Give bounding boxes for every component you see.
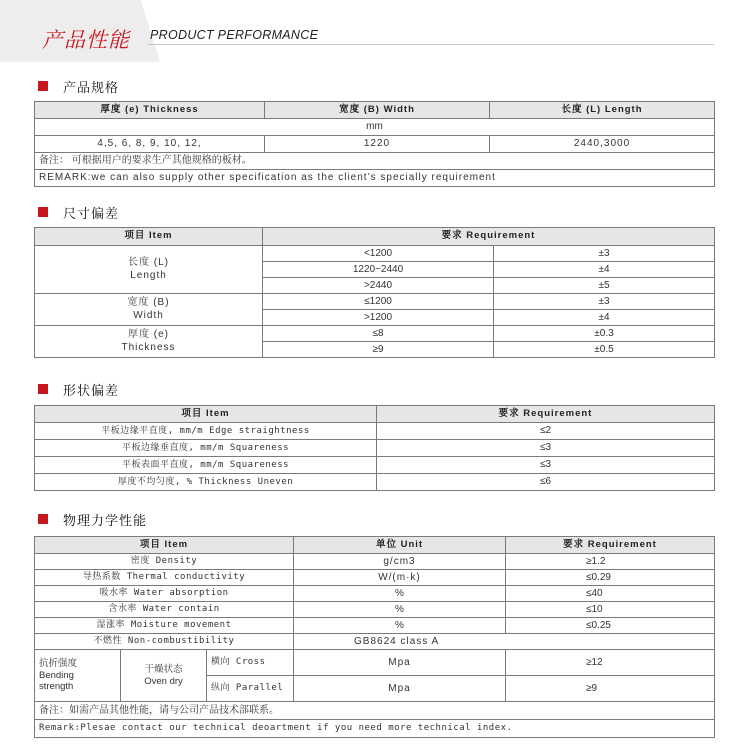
banner-title-en: PRODUCT PERFORMANCE bbox=[150, 28, 319, 42]
phys-item: 吸水率 Water absorption bbox=[35, 586, 294, 602]
phys-table bbox=[34, 536, 715, 738]
shape-requirement: ≤3 bbox=[377, 457, 715, 474]
phys-row bbox=[35, 586, 715, 602]
shape-row bbox=[35, 457, 715, 474]
phys-note-en: Remark:Plesae contact our technical deoartment if you need more technical index. bbox=[35, 720, 715, 738]
section-marker bbox=[38, 384, 48, 394]
dim-table bbox=[34, 227, 715, 358]
dim-header-item: 项目 Item bbox=[35, 228, 263, 246]
dim-tolerance: ±0.3 bbox=[494, 326, 715, 342]
phys-bending-direction: 纵向 Parallel bbox=[207, 676, 294, 702]
phys-item: 湿涨率 Moisture movement bbox=[35, 618, 294, 634]
phys-noncomb-row bbox=[35, 634, 715, 650]
phys-bending-row bbox=[35, 650, 715, 676]
phys-requirement: ≥1.2 bbox=[506, 554, 715, 570]
dim-tolerance: ±4 bbox=[494, 262, 715, 278]
dim-item-thickness: 厚度 (e) Thickness bbox=[35, 326, 263, 358]
phys-bending-label: 抗折强度 Bending strength bbox=[35, 650, 121, 702]
section-marker bbox=[38, 207, 48, 217]
phys-header-requirement: 要求 Requirement bbox=[506, 537, 715, 554]
phys-row bbox=[35, 602, 715, 618]
dim-tolerance: ±0.5 bbox=[494, 342, 715, 358]
dim-section-header bbox=[38, 203, 119, 221]
shape-row bbox=[35, 440, 715, 457]
phys-note-en-row bbox=[35, 720, 715, 738]
dim-range: 1220~2440 bbox=[263, 262, 494, 278]
spec-unit-row bbox=[35, 119, 715, 136]
banner-divider bbox=[148, 44, 714, 45]
dim-row bbox=[35, 246, 715, 262]
dim-item-length: 长度 (L) Length bbox=[35, 246, 263, 294]
spec-note-en: REMARK:we can also supply other specification as the client’s specially requirement bbox=[35, 170, 715, 187]
phys-noncomb-label: 不燃性 Non-combustibility bbox=[35, 634, 294, 650]
dim-tolerance: ±3 bbox=[494, 246, 715, 262]
shape-item: 平板边缘垂直度, mm/m Squareness bbox=[35, 440, 377, 457]
dim-row bbox=[35, 294, 715, 310]
spec-note-cn: 备注： 可根据用户的要求生产其他规格的板材。 bbox=[35, 153, 715, 170]
phys-unit: % bbox=[294, 602, 506, 618]
phys-bending-requirement: ≥12 bbox=[506, 650, 715, 676]
dim-header-row bbox=[35, 228, 715, 246]
phys-bending-state: 干燥状态 Oven dry bbox=[121, 650, 207, 702]
phys-row bbox=[35, 570, 715, 586]
shape-requirement: ≤6 bbox=[377, 474, 715, 491]
dim-section-title: 尺寸偏差 bbox=[63, 206, 120, 222]
spec-header-length: 长度 (L) Length bbox=[490, 102, 715, 119]
spec-header-width: 宽度 (B) Width bbox=[265, 102, 490, 119]
phys-unit: g/cm3 bbox=[294, 554, 506, 570]
spec-thickness-value: 4,5, 6, 8, 9, 10, 12, bbox=[35, 136, 265, 153]
shape-header-requirement: 要求 Requirement bbox=[377, 406, 715, 423]
phys-note-cn: 备注：如需产品其他性能，请与公司产品技术部联系。 bbox=[35, 702, 715, 720]
dim-row bbox=[35, 326, 715, 342]
shape-item: 厚度不均匀度, % Thickness Uneven bbox=[35, 474, 377, 491]
phys-bending-unit: Mpa bbox=[294, 676, 506, 702]
spec-unit: mm bbox=[35, 119, 715, 136]
phys-header-row bbox=[35, 537, 715, 554]
phys-item: 导热系数 Thermal conductivity bbox=[35, 570, 294, 586]
phys-note-cn-row bbox=[35, 702, 715, 720]
phys-header-item: 项目 Item bbox=[35, 537, 294, 554]
shape-section-title: 形状偏差 bbox=[63, 383, 120, 399]
shape-requirement: ≤2 bbox=[377, 423, 715, 440]
phys-header-unit: 单位 Unit bbox=[294, 537, 506, 554]
spec-section-title: 产品规格 bbox=[63, 80, 120, 96]
phys-bending-direction: 横向 Cross bbox=[207, 650, 294, 676]
dim-range: >1200 bbox=[263, 310, 494, 326]
dim-range: >2440 bbox=[263, 278, 494, 294]
phys-item: 含水率 Water contain bbox=[35, 602, 294, 618]
shape-item: 平板边缘平直度, mm/m Edge straightness bbox=[35, 423, 377, 440]
phys-bending-unit: Mpa bbox=[294, 650, 506, 676]
shape-section-header bbox=[38, 380, 119, 398]
spec-header-row bbox=[35, 102, 715, 119]
spec-header-thickness: 厚度 (e) Thickness bbox=[35, 102, 265, 119]
dim-range: ≤8 bbox=[263, 326, 494, 342]
dim-tolerance: ±3 bbox=[494, 294, 715, 310]
phys-unit: % bbox=[294, 586, 506, 602]
section-marker bbox=[38, 81, 48, 91]
spec-length-value: 2440,3000 bbox=[490, 136, 715, 153]
banner-title-cn: 产品性能 bbox=[42, 28, 130, 52]
dim-range: ≤1200 bbox=[263, 294, 494, 310]
shape-item: 平板表面平直度, mm/m Squareness bbox=[35, 457, 377, 474]
shape-row bbox=[35, 423, 715, 440]
phys-unit: % bbox=[294, 618, 506, 634]
spec-values-row bbox=[35, 136, 715, 153]
dim-header-requirement: 要求 Requirement bbox=[263, 228, 715, 246]
phys-requirement: ≤0.25 bbox=[506, 618, 715, 634]
shape-requirement: ≤3 bbox=[377, 440, 715, 457]
phys-section-title: 物理力学性能 bbox=[63, 513, 148, 529]
section-marker bbox=[38, 514, 48, 524]
phys-row bbox=[35, 554, 715, 570]
phys-section-header bbox=[38, 510, 147, 528]
phys-unit: W/(m·k) bbox=[294, 570, 506, 586]
phys-requirement: ≤40 bbox=[506, 586, 715, 602]
phys-item: 密度 Density bbox=[35, 554, 294, 570]
dim-tolerance: ±5 bbox=[494, 278, 715, 294]
spec-note-cn-row bbox=[35, 153, 715, 170]
spec-section-header bbox=[38, 77, 119, 95]
shape-row bbox=[35, 474, 715, 491]
spec-note-en-row bbox=[35, 170, 715, 187]
phys-requirement: ≤0.29 bbox=[506, 570, 715, 586]
phys-noncomb-value: GB8624 class A bbox=[294, 634, 715, 650]
dim-range: <1200 bbox=[263, 246, 494, 262]
shape-table bbox=[34, 405, 715, 491]
shape-header-row bbox=[35, 406, 715, 423]
dim-tolerance: ±4 bbox=[494, 310, 715, 326]
dim-item-width: 宽度 (B) Width bbox=[35, 294, 263, 326]
phys-requirement: ≤10 bbox=[506, 602, 715, 618]
phys-bending-requirement: ≥9 bbox=[506, 676, 715, 702]
dim-range: ≥9 bbox=[263, 342, 494, 358]
shape-header-item: 项目 Item bbox=[35, 406, 377, 423]
spec-width-value: 1220 bbox=[265, 136, 490, 153]
spec-table bbox=[34, 101, 715, 187]
phys-row bbox=[35, 618, 715, 634]
